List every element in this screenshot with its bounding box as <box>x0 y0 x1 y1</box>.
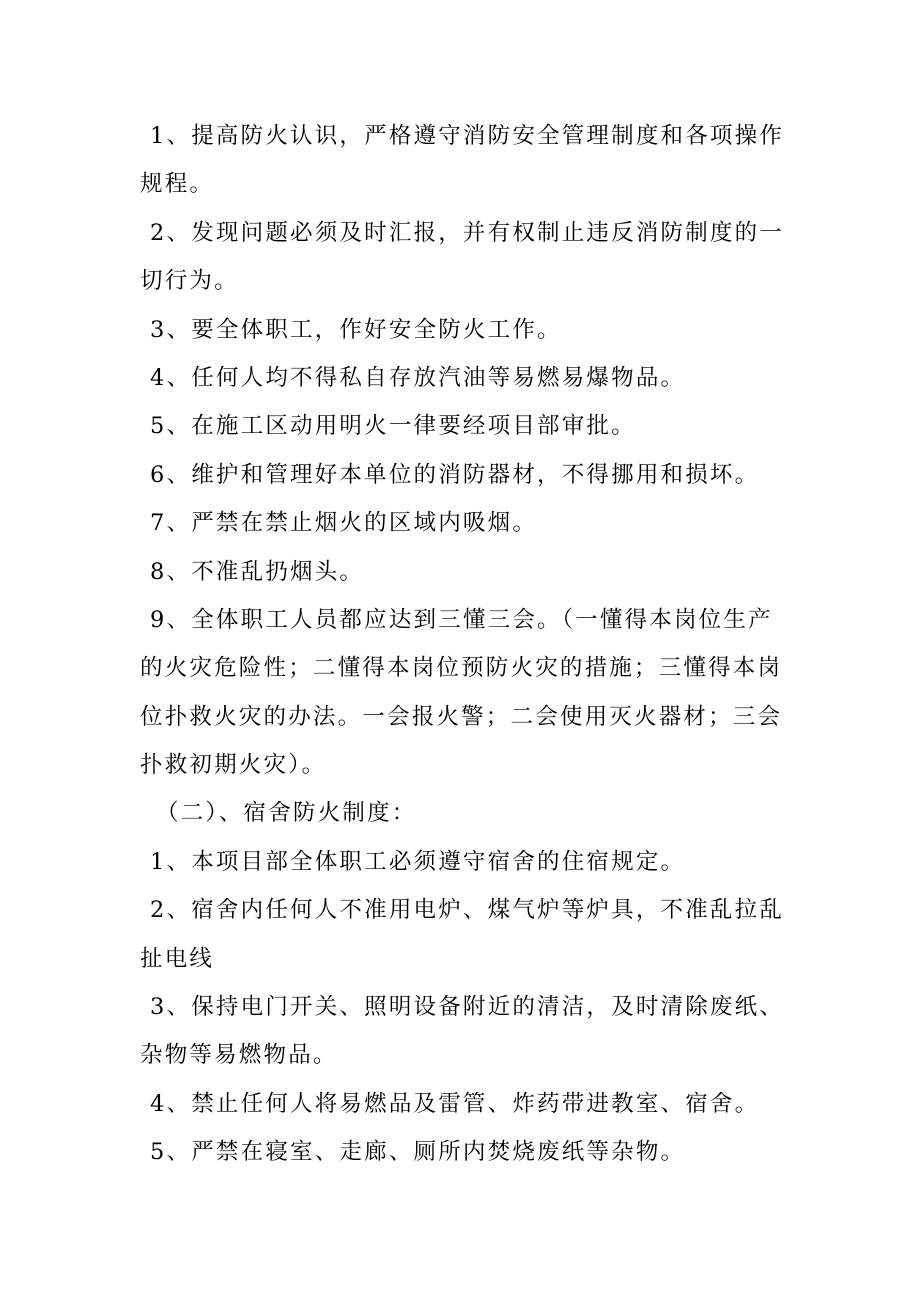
text-line-6: 4、任何人均不得私自存放汽油等易燃易爆物品。 <box>150 364 686 391</box>
text-line-5: 3、要全体职工，作好安全防火工作。 <box>150 316 562 343</box>
text-line-4: 切行为。 <box>140 268 239 295</box>
section-heading: （二）、宿舍防火制度： <box>156 800 417 827</box>
text-line-2: 规程。 <box>140 171 215 198</box>
text-line-9: 7、严禁在禁止烟火的区域内吸烟。 <box>150 510 538 537</box>
text-line-22: 5、严禁在寝室、走廊、厕所内焚烧废纸等杂物。 <box>150 1139 686 1166</box>
text-line-12: 的火灾危险性；二懂得本岗位预防火灾的措施；三懂得本岗 <box>140 655 783 682</box>
text-line-16: 1、本项目部全体职工必须遵守宿舍的住宿规定。 <box>150 848 686 875</box>
text-line-8: 6、维护和管理好本单位的消防器材，不得挪用和损坏。 <box>150 461 760 488</box>
text-line-21: 4、禁止任何人将易燃品及雷管、炸药带进教室、宿舍。 <box>150 1090 760 1117</box>
text-line-13: 位扑救火灾的办法。一会报火警；二会使用灭火器材；三会 <box>140 703 783 730</box>
text-line-17: 2、宿舍内任何人不准用电炉、煤气炉等炉具，不准乱拉乱 <box>150 897 785 924</box>
text-line-11: 9、全体职工人员都应达到三懂三会。（一懂得本岗位生产 <box>150 606 773 633</box>
text-line-3: 2、发现问题必须及时汇报，并有权制止违反消防制度的一 <box>150 219 785 246</box>
text-line-1: 1、提高防火认识，严格遵守消防安全管理制度和各项操作 <box>150 123 785 149</box>
text-line-10: 8、不准乱扔烟头。 <box>150 558 365 585</box>
text-line-7: 5、在施工区动用明火一律要经项目部审批。 <box>150 413 636 440</box>
text-line-20: 杂物等易燃物品。 <box>140 1042 338 1069</box>
text-line-18: 扯电线 <box>140 945 215 972</box>
document-body <box>140 112 785 1177</box>
text-line-14: 扑救初期火灾）。 <box>140 752 327 779</box>
text-line-19: 3、保持电门开关、照明设备附近的清洁，及时清除废纸、 <box>150 994 785 1021</box>
